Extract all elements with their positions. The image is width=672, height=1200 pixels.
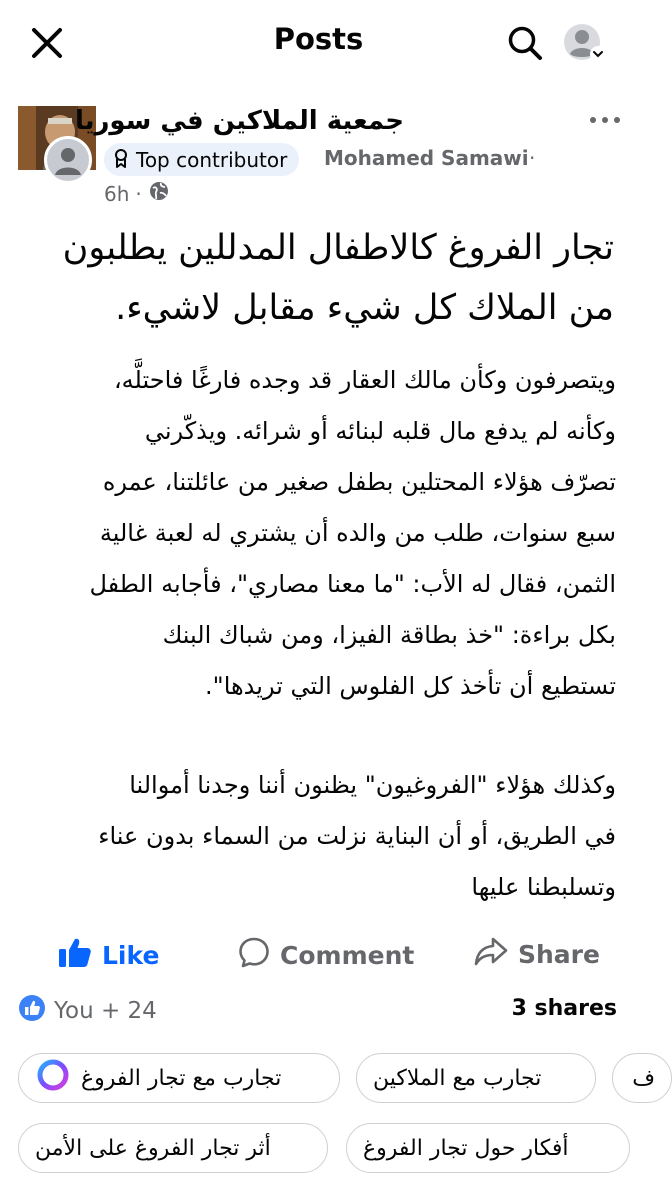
share-label: Share <box>518 939 600 969</box>
meta-ai-icon <box>35 1057 71 1099</box>
like-reaction-icon <box>18 994 46 1028</box>
chip-label: أفكار حول تجار الفروغ <box>363 1135 569 1161</box>
post-headline <box>24 218 614 338</box>
paragraph-line: وكأنه لم يدفع مال قلبه لبنائه أو شرائه. ويذكّرني <box>144 417 616 445</box>
profile-menu-button[interactable] <box>562 20 608 66</box>
post-meta <box>104 180 170 207</box>
suggestion-chip[interactable] <box>356 1053 596 1103</box>
reactions-summary[interactable] <box>18 994 157 1028</box>
comment-button[interactable] <box>238 936 414 974</box>
paragraph-line: بكل براءة: "خذ بطاقة الفيزا، ومن شباك البنك <box>162 621 616 649</box>
suggestion-chip[interactable] <box>18 1053 340 1103</box>
chip-label: تجارب مع تجار الفروغ <box>81 1065 282 1091</box>
top-contributor-badge[interactable] <box>104 143 299 176</box>
suggestion-chip[interactable] <box>18 1123 328 1173</box>
paragraph-line: تستطيع أن تأخذ كل الفلوس التي تريدها". <box>205 672 616 700</box>
top-bar <box>0 0 637 88</box>
paragraph-line: الثمن، فقال له الأب: "ما معنا مصاري"، فأجابه الطفل <box>89 570 616 598</box>
badge-label: Top contributor <box>136 147 288 172</box>
like-label: Like <box>102 940 160 970</box>
more-options-icon[interactable] <box>586 112 626 126</box>
suggestion-chip[interactable] <box>346 1123 630 1173</box>
paragraph-line: ويتصرفون وكأن مالك العقار قد وجده فارغًا فاحتلَّه، <box>113 366 616 394</box>
separator-dot: · <box>529 146 536 170</box>
share-icon <box>474 936 508 972</box>
paragraph-line: وكذلك هؤلاء "الفروغيون" يظنون أننا وجدنا أموالنا <box>129 771 616 799</box>
thumbs-up-icon <box>58 936 92 974</box>
search-icon[interactable] <box>505 23 545 63</box>
comment-label: Comment <box>280 940 415 970</box>
headline-line: تجار الفروغ كالاطفال المدللين يطلبون <box>62 228 614 268</box>
globe-icon <box>148 180 170 207</box>
suggestion-chip[interactable] <box>612 1053 672 1103</box>
action-bar <box>0 922 637 982</box>
award-icon <box>112 148 130 172</box>
shares-count[interactable]: 3 shares <box>511 996 617 1021</box>
reactions-count: You + 24 <box>54 998 157 1024</box>
separator-dot: · <box>135 181 142 206</box>
chip-label: أثر تجار الفروغ على الأمن <box>35 1135 271 1161</box>
post-paragraph <box>22 760 616 913</box>
post-paragraph <box>22 355 616 712</box>
user-avatar[interactable] <box>44 136 92 184</box>
comment-icon <box>238 936 270 974</box>
paragraph-line: سبع سنوات، طلب من والده أن يشتري له لعبة غالية <box>99 519 616 547</box>
share-button[interactable] <box>474 936 600 972</box>
post-time[interactable]: 6h <box>104 181 130 206</box>
headline-line: من الملاك كل شيء مقابل لاشيء. <box>115 288 614 328</box>
chip-label: تجارب مع الملاكين <box>373 1065 542 1091</box>
group-name[interactable]: جمعية الملاكين في سوريا <box>74 106 404 136</box>
paragraph-line: تصرّف هؤلاء المحتلين بطفل صغير من عائلتنا، عمره <box>102 468 616 496</box>
paragraph-line: وتسلبطنا عليها <box>471 873 616 901</box>
paragraph-line: في الطريق، أو أن البناية نزلت من السماء بدون عناء <box>98 822 616 850</box>
like-button[interactable] <box>58 936 159 974</box>
author-name[interactable]: Mohamed Samawi <box>324 146 529 170</box>
page-title: Posts <box>273 22 364 56</box>
chip-label: ف <box>632 1065 655 1091</box>
